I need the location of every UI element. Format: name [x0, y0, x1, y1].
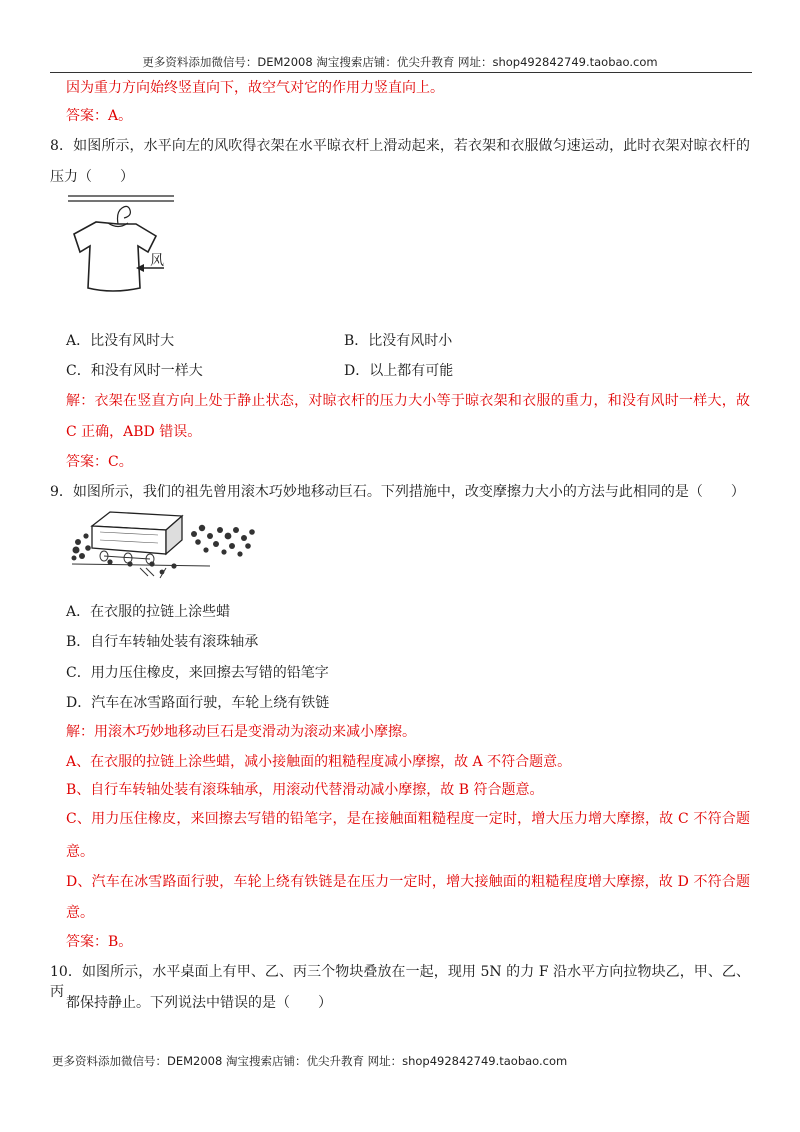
page-footer: 更多资料添加微信号：DEM2008 淘宝搜索店铺：优尖升教育 网址：shop492842749.taobao.com	[52, 1054, 568, 1068]
prev-explanation: 因为重力方向始终竖直向下，故空气对它的作用力竖直向上。	[66, 80, 444, 96]
q10-stem-line1: 10．如图所示，水平桌面上有甲、乙、丙三个物块叠放在一起，现用 5N 的力 F 沿水平方向拉物块乙，甲、乙、丙	[50, 964, 750, 1000]
q10-stem-line2: 都保持静止。下列说法中错误的是（ ）	[66, 995, 332, 1011]
prev-answer: 答案：A。	[66, 108, 133, 124]
q8-figure-wind-label: 风	[150, 253, 164, 269]
q9-figure-rolling-logs	[70, 506, 260, 580]
q8-figure-clothes-hanger	[66, 190, 206, 310]
q9-explanation-c-line1: C、用力压住橡皮，来回擦去写错的铅笔字，是在接触面粗糙程度一定时，增大压力增大摩擦，故 C 不符合题	[66, 811, 750, 827]
q9-explanation-c-line2: 意。	[66, 844, 94, 860]
q9-stem: 9．如图所示，我们的祖先曾用滚木巧妙地移动巨石。下列措施中，改变摩擦力大小的方法与此相同的是（ ）	[50, 484, 745, 500]
q9-explanation-d-line1: D、汽车在冰雪路面行驶，车轮上绕有铁链是在压力一定时，增大接触面的粗糙程度增大摩擦，故 D 不符合题	[66, 874, 750, 890]
q8-option-a[interactable]: A．比没有风时大	[66, 333, 175, 349]
header-rule	[50, 72, 752, 73]
q8-explanation-line2: C 正确，ABD 错误。	[66, 424, 202, 440]
q8-option-c[interactable]: C．和没有风时一样大	[66, 363, 203, 379]
q8-stem-line1: 8．如图所示，水平向左的风吹得衣架在水平晾衣杆上滑动起来，若衣架和衣服做匀速运动，此时衣架对晾衣杆的	[50, 138, 750, 154]
q8-explanation-line1: 解：衣架在竖直方向上处于静止状态，对晾衣杆的压力大小等于晾衣架和衣服的重力，和没有风时一样大，故	[66, 393, 750, 409]
q9-explanation-intro: 解：用滚木巧妙地移动巨石是变滑动为滚动来减小摩擦。	[66, 724, 416, 740]
q9-explanation-b: B、自行车转轴处装有滚珠轴承，用滚动代替滑动减小摩擦，故 B 符合题意。	[66, 782, 544, 798]
q9-option-b[interactable]: B．自行车转轴处装有滚珠轴承	[66, 634, 259, 650]
q8-stem-line2: 压力（ ）	[50, 169, 134, 185]
q9-option-c[interactable]: C．用力压住橡皮，来回擦去写错的铅笔字	[66, 665, 329, 681]
q9-option-d[interactable]: D．汽车在冰雪路面行驶，车轮上绕有铁链	[66, 695, 330, 711]
q9-explanation-d-line2: 意。	[66, 905, 94, 921]
page-header: 更多资料添加微信号：DEM2008 淘宝搜索店铺：优尖升教育 网址：shop492842749.taobao.com	[142, 55, 658, 69]
q9-option-a[interactable]: A．在衣服的拉链上涂些蜡	[66, 604, 231, 620]
q8-option-b[interactable]: B．比没有风时小	[344, 333, 453, 349]
q9-answer: 答案：B。	[66, 934, 133, 950]
q9-explanation-a: A、在衣服的拉链上涂些蜡，减小接触面的粗糙程度减小摩擦，故 A 不符合题意。	[66, 754, 572, 770]
q8-option-d[interactable]: D．以上都有可能	[344, 363, 454, 379]
q8-answer: 答案：C。	[66, 454, 133, 470]
